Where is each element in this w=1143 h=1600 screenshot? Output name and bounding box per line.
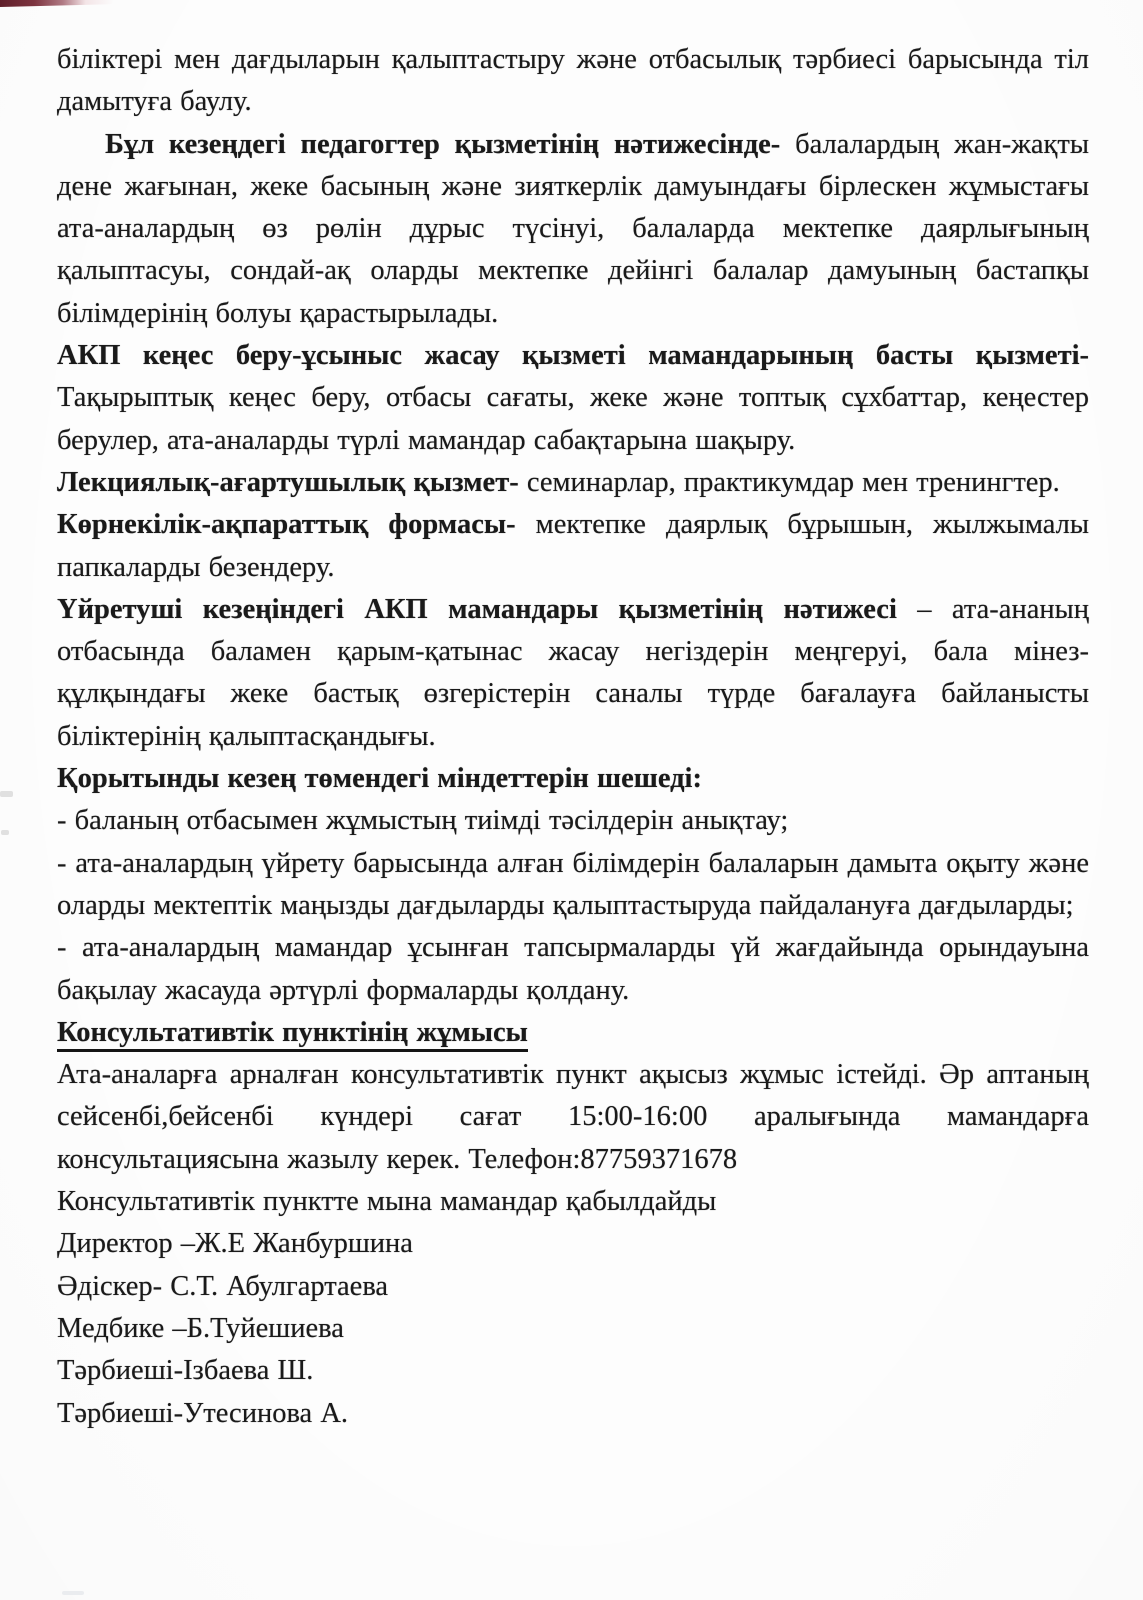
staff-text: Медбике –Б.Туйешиева (57, 1312, 344, 1344)
paragraph-text: Тақырыптық кеңес беру, отбасы сағаты, жеке және топтық сұхбаттар, кеңестер берулер, ата-аналарды түрлі мамандар сабақтарына шақыру. (57, 382, 1089, 456)
bold-lead: Лекциялық-ағартушылық қызмет- (57, 466, 519, 498)
staff-line (57, 1223, 1089, 1265)
top-edge-scan-artifact (0, 0, 114, 7)
task-text: - ата-аналардың үйрету барысында алған білімдерін балаларын дамыта оқыту және оларды мектептік маңызды дағдыларды қалыптастыруда пайдалануға дағдыларды; (57, 847, 1089, 921)
heading-consultative-point (57, 1012, 1089, 1054)
staff-line (57, 1393, 1089, 1435)
staff-line (57, 1350, 1089, 1392)
paragraph-text: семинарлар, практикумдар мен тренингтер. (518, 466, 1060, 498)
paragraph-visual-info-form (57, 504, 1089, 589)
paragraph-training-stage-result (57, 589, 1089, 758)
document-body (57, 39, 1089, 1435)
bold-lead: АКП кеңес беру-ұсыныс жасау қызметі мамандарының басты қызметі- (57, 340, 1089, 372)
staff-text: Тәрбиеші-Утесинова А. (57, 1397, 349, 1429)
staff-line (57, 1266, 1089, 1308)
task-item (57, 927, 1089, 1012)
staff-text: Директор –Ж.Е Жанбуршина (57, 1228, 413, 1260)
paragraph-text: мектепке даярлық бұрышын, жылжымалы папкаларды безендеру. (57, 509, 1089, 583)
paragraph-intro-tail (57, 39, 1089, 124)
heading-final-stage-tasks (57, 758, 1089, 800)
paragraph-text: – ата-ананың отбасында баламен қарым-қатынас жасау негіздерін меңгеруі, бала мінез-құлқындағы жеке бастық өзгерістерін саналы түрде бағалауға байланысты біліктерінің қалыптасқандығы. (57, 593, 1089, 752)
left-margin-scan-artifact (1, 830, 9, 835)
task-text: - ата-аналардың мамандар ұсынған тапсырмаларды үй жағдайында орындауына бақылау жасауда әртүрлі формаларды қолдану. (57, 932, 1089, 1006)
staff-line (57, 1308, 1089, 1350)
bold-lead: Көрнекілік-ақпараттық формасы- (57, 509, 516, 541)
paragraph-lecture-activity (57, 462, 1089, 504)
paragraph-text: балалардың жан-жақты дене жағынан, жеке басының және зияткерлік дамуындағы бірлескен жұмыстағы ата-аналардың өз рөлін дұрыс түсінуі, балаларда мектепке даярлығының қалыптасуы, сондай-ақ оларды мектепке дейінгі балалар дамуының бастапқы білімдерінің болуы қарастырылады. (57, 128, 1090, 329)
left-margin-scan-artifact (0, 791, 13, 797)
paragraph-akp-consulting (57, 335, 1089, 462)
paragraph-consultative-info (57, 1054, 1089, 1181)
task-item (57, 800, 1089, 842)
paragraph-specialists-intro (57, 1181, 1089, 1223)
staff-text: Әдіскер- С.Т. Абулгартаева (57, 1270, 389, 1302)
paragraph-pedagog-results (57, 124, 1089, 335)
task-text: - баланың отбасымен жұмыстың тиімді тәсілдерін анықтау; (57, 805, 789, 837)
underlined-heading: Консультативтік пунктінің жұмысы (57, 1017, 528, 1052)
paragraph-text: біліктері мен дағдыларын қалыптастыру және отбасылық тәрбиесі барысында тіл дамытуға баулу. (57, 44, 1089, 118)
bold-lead: Бұл кезеңдегі педагогтер қызметінің нәтижесінде- (105, 128, 781, 160)
staff-text: Тәрбиеші-Ізбаева Ш. (57, 1355, 314, 1387)
bold-lead: Үйретуші кезеңіндегі АКП мамандары қызметінің нәтижесі (57, 593, 897, 625)
task-item (57, 843, 1089, 928)
paragraph-text: Ата-аналарға арналған консультативтік пункт ақысыз жұмыс істейді. Әр аптаның сейсенбі,бейсенбі күндері сағат 15:00-16:00 аралығында мамандарға консультациясына жазылу керек. Телефон:87759371678 (57, 1059, 1089, 1175)
bottom-left-scan-artifact (62, 1591, 84, 1595)
bold-heading: Қорытынды кезең төмендегі міндеттерін шешеді: (57, 763, 702, 795)
paragraph-text: Консультативтік пунктте мына мамандар қабылдайды (57, 1186, 717, 1218)
